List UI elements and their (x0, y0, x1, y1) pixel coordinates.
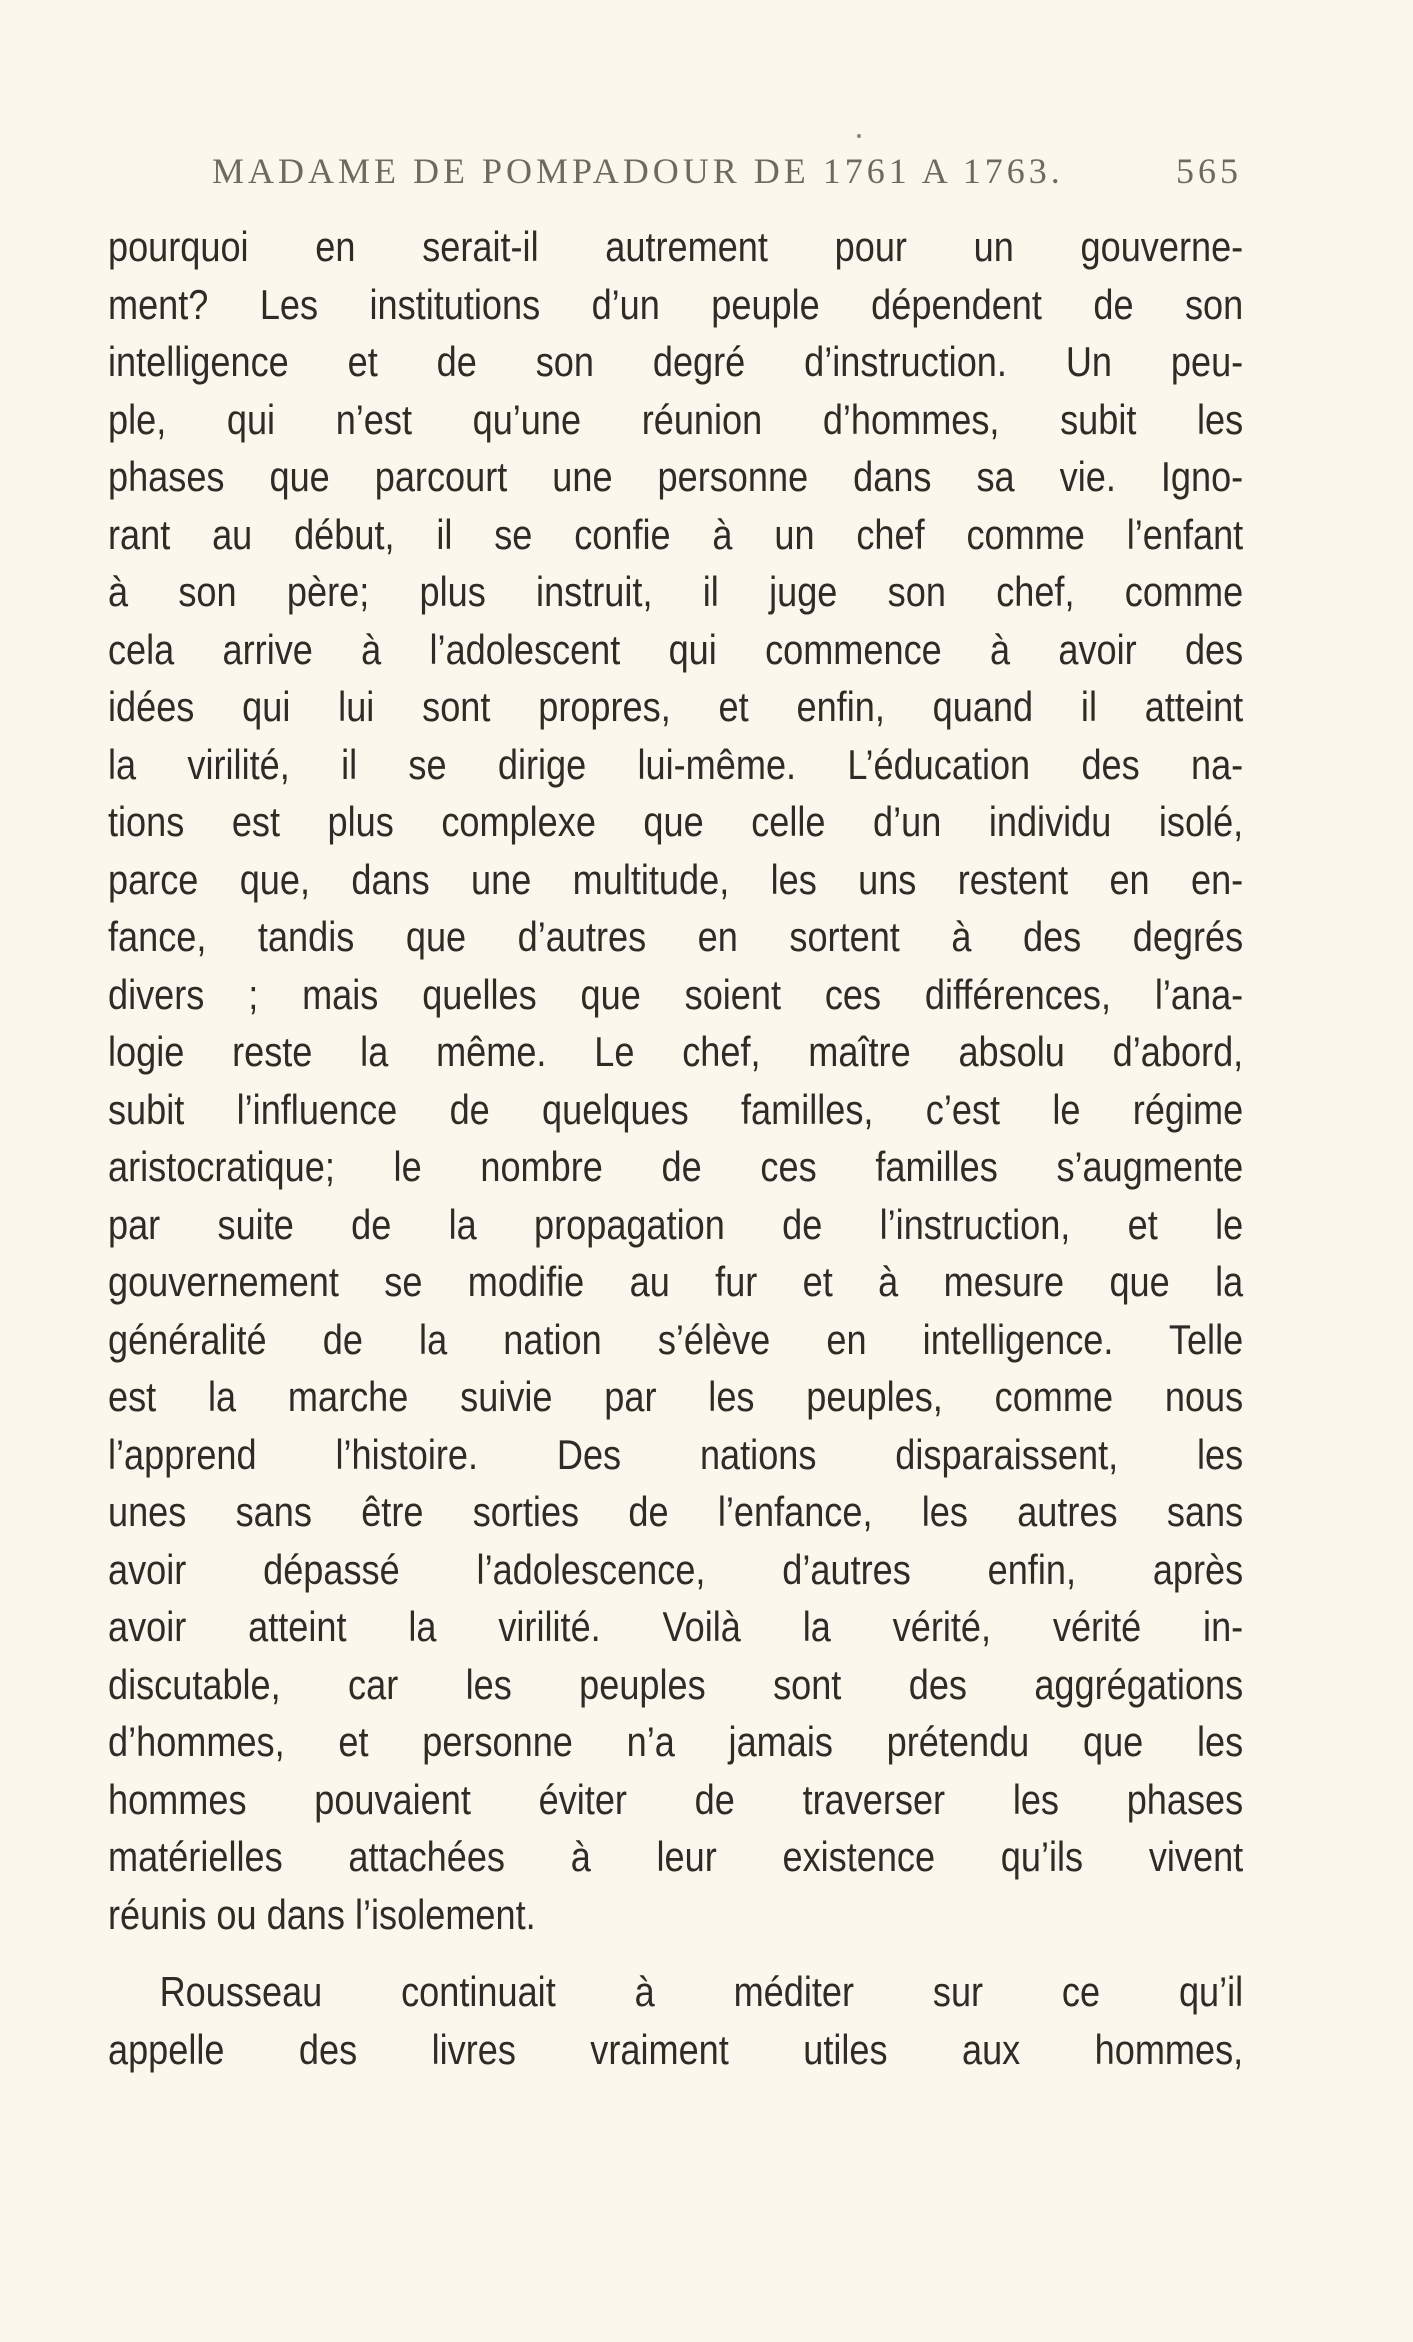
text-line: subit l’influence de quelques familles, c’est le régime (108, 1085, 1244, 1133)
text-line: est la marche suivie par les peuples, comme nous (108, 1373, 1244, 1420)
text-line: matérielles attachées à leur existence qu’ils vivent (108, 1833, 1244, 1880)
paragraph-gap (108, 1943, 1243, 1963)
text-line: rant au début, il se confie à un chef comme l’enfant (108, 510, 1244, 558)
page-number: 565 (1176, 151, 1242, 191)
text-line: hommes pouvaient éviter de traverser les phases (108, 1775, 1244, 1823)
text-line: par suite de la propagation de l’instruction, et le (108, 1200, 1244, 1248)
text-line: cela arrive à l’adolescent qui commence à avoir des (108, 625, 1244, 673)
text-line: avoir dépassé l’adolescence, d’autres enfin, après (108, 1545, 1244, 1593)
text-line: intelligence et de son degré d’instruction. Un peu- (108, 338, 1244, 385)
text-line: ment? Les institutions d’un peuple dépendent de son (108, 280, 1244, 328)
text-line: l’apprend l’histoire. Des nations disparaissent, les (108, 1430, 1244, 1478)
text-line: Rousseau continuait à méditer sur ce qu’il (159, 1968, 1244, 2015)
text-line: discutable, car les peuples sont des aggrégations (108, 1660, 1244, 1708)
text-line: unes sans être sorties de l’enfance, les autres sans (108, 1488, 1244, 1535)
text-line: idées qui lui sont propres, et enfin, quand il atteint (108, 683, 1244, 730)
running-head (212, 150, 1242, 200)
text-line: pourquoi en serait-il autrement pour un gouverne- (108, 223, 1244, 270)
text-line: à son père; plus instruit, il juge son chef, comme (108, 568, 1244, 615)
text-line: fance, tandis que d’autres en sortent à des degrés (108, 913, 1244, 960)
text-line: aristocratique; le nombre de ces familles s’augmente (108, 1143, 1244, 1190)
text-line: la virilité, il se dirige lui-même. L’éducation des na- (108, 740, 1244, 788)
paragraph-2 (108, 1963, 1243, 2078)
text-line: gouvernement se modifie au fur et à mesure que la (108, 1258, 1244, 1305)
text-line: logie reste la même. Le chef, maître absolu d’abord, (108, 1028, 1244, 1075)
text-line: parce que, dans une multitude, les uns restent en en- (108, 855, 1244, 903)
text-line: ple, qui n’est qu’une réunion d’hommes, subit les (108, 395, 1244, 443)
text-line: tions est plus complexe que celle d’un individu isolé, (108, 798, 1244, 845)
text-line: réunis ou dans l’isolement. (108, 1890, 536, 1938)
running-head-title: MADAME DE POMPADOUR DE 1761 A 1763. (212, 151, 1064, 191)
print-speck (857, 134, 861, 138)
body-text (108, 218, 1243, 2078)
paragraph-1 (108, 218, 1243, 1943)
text-line: généralité de la nation s’élève en intelligence. Telle (108, 1315, 1244, 1363)
text-line: phases que parcourt une personne dans sa vie. Igno- (108, 453, 1244, 500)
text-line: divers ; mais quelles que soient ces différences, l’ana- (108, 970, 1244, 1018)
text-line: avoir atteint la virilité. Voilà la vérité, vérité in- (108, 1603, 1244, 1650)
text-line: appelle des livres vraiment utiles aux hommes, (108, 2025, 1244, 2073)
text-line: d’hommes, et personne n’a jamais prétendu que les (108, 1718, 1244, 1765)
